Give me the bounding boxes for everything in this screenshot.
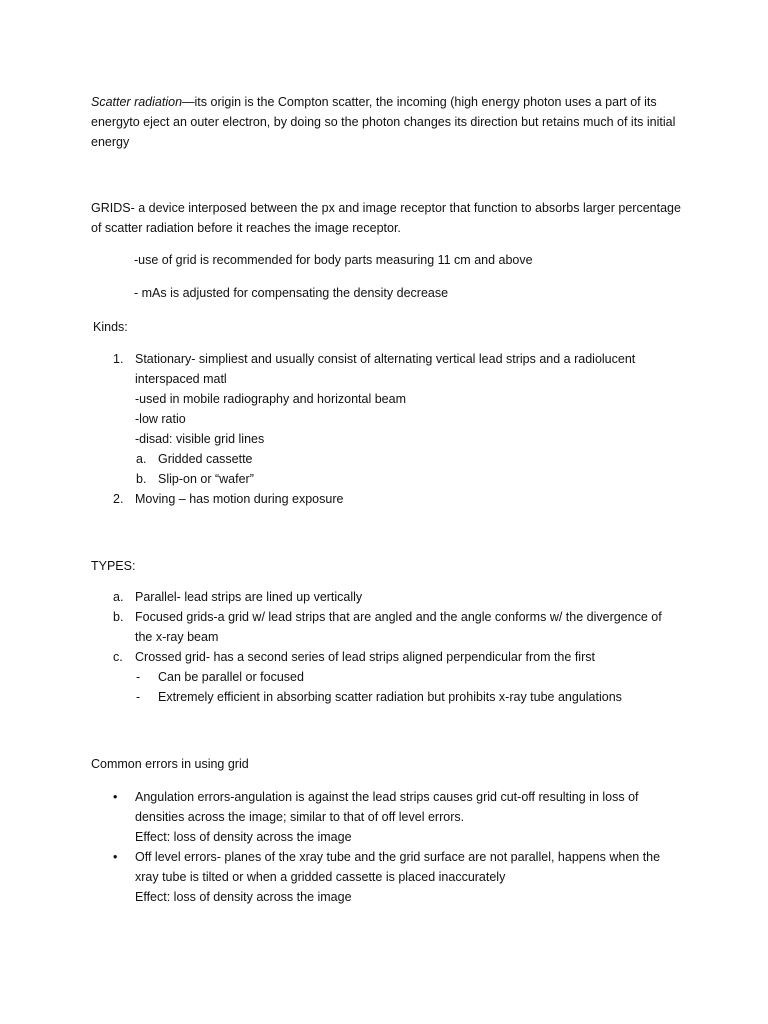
errors-heading: Common errors in using grid — [91, 757, 249, 771]
list-item — [91, 647, 691, 667]
sub-list-item — [91, 469, 691, 489]
kinds-heading: Kinds: — [93, 320, 128, 334]
list-item-text: Moving – has motion during exposure — [135, 492, 344, 506]
list-marker: b. — [136, 472, 147, 486]
list-item-text: Slip-on or “wafer” — [158, 472, 254, 486]
types-heading: TYPES: — [91, 559, 136, 573]
list-item-text: Angulation errors-angulation is against the lead strips causes grid cut-off resulting in loss of — [135, 790, 639, 804]
list-item-continuation: -used in mobile radiography and horizontal beam — [135, 392, 406, 406]
list-marker: a. — [113, 590, 124, 604]
grids-definition: GRIDS- a device interposed between the px and image receptor that function to absorbs larger percentage of scatter radiation before it reaches the image receptor. — [91, 201, 681, 235]
list-item — [91, 607, 691, 627]
bullet-marker: • — [113, 790, 118, 804]
scatter-radiation-text: —its origin is the Compton scatter, the incoming (high energy photon uses a part of its energyto eject an outer electron, by doing so the photon changes its direction but retains much of its initial energy — [91, 95, 676, 149]
types-list — [91, 587, 691, 707]
scatter-radiation-paragraph — [91, 92, 681, 152]
scatter-radiation-term: Scatter radiation — [91, 95, 183, 109]
list-item-text: Gridded cassette — [158, 452, 253, 466]
list-item — [91, 847, 691, 867]
list-item-continuation: Effect: loss of density across the image — [135, 890, 352, 904]
list-marker: - — [136, 670, 141, 684]
list-item-continuation: -low ratio — [135, 412, 186, 426]
list-item-text: Parallel- lead strips are lined up vertically — [135, 590, 363, 604]
grids-note-2: - mAs is adjusted for compensating the density decrease — [134, 286, 449, 300]
sub-list-item — [91, 667, 691, 687]
list-marker: 2. — [113, 492, 124, 506]
bullet-marker: • — [113, 850, 118, 864]
list-item-text: Extremely efficient in absorbing scatter radiation but prohibits x-ray tube angulations — [158, 690, 622, 704]
list-item-continuation: interspaced matl — [135, 372, 227, 386]
list-item-text: Stationary- simpliest and usually consist of alternating vertical lead strips and a radiolucent — [135, 352, 636, 366]
list-item-text: Can be parallel or focused — [158, 670, 304, 684]
list-marker: b. — [113, 610, 124, 624]
list-item-continuation: Effect: loss of density across the image — [135, 830, 352, 844]
list-item-text: Off level errors- planes of the xray tube and the grid surface are not parallel, happens when the — [135, 850, 661, 864]
list-item-continuation: -disad: visible grid lines — [135, 432, 265, 446]
list-item — [91, 587, 691, 607]
list-item-text: Crossed grid- has a second series of lead strips aligned perpendicular from the first — [135, 650, 595, 664]
list-marker: - — [136, 690, 141, 704]
list-item-continuation: xray tube is tilted or when a gridded cassette is placed inaccurately — [135, 870, 506, 884]
list-item — [91, 349, 691, 369]
list-item-continuation: densities across the image; similar to that of off level errors. — [135, 810, 465, 824]
list-item — [91, 489, 691, 509]
list-marker: c. — [113, 650, 123, 664]
grids-note-1: -use of grid is recommended for body parts measuring 11 cm and above — [134, 253, 533, 267]
list-item — [91, 787, 691, 807]
list-item-text: Focused grids-a grid w/ lead strips that are angled and the angle conforms w/ the divergence of — [135, 610, 662, 624]
list-item-continuation: the x-ray beam — [135, 630, 219, 644]
list-marker: 1. — [113, 352, 124, 366]
sub-list-item — [91, 687, 691, 707]
list-marker: a. — [136, 452, 147, 466]
sub-list-item — [91, 449, 691, 469]
errors-list — [91, 787, 691, 907]
kinds-list — [91, 349, 691, 509]
